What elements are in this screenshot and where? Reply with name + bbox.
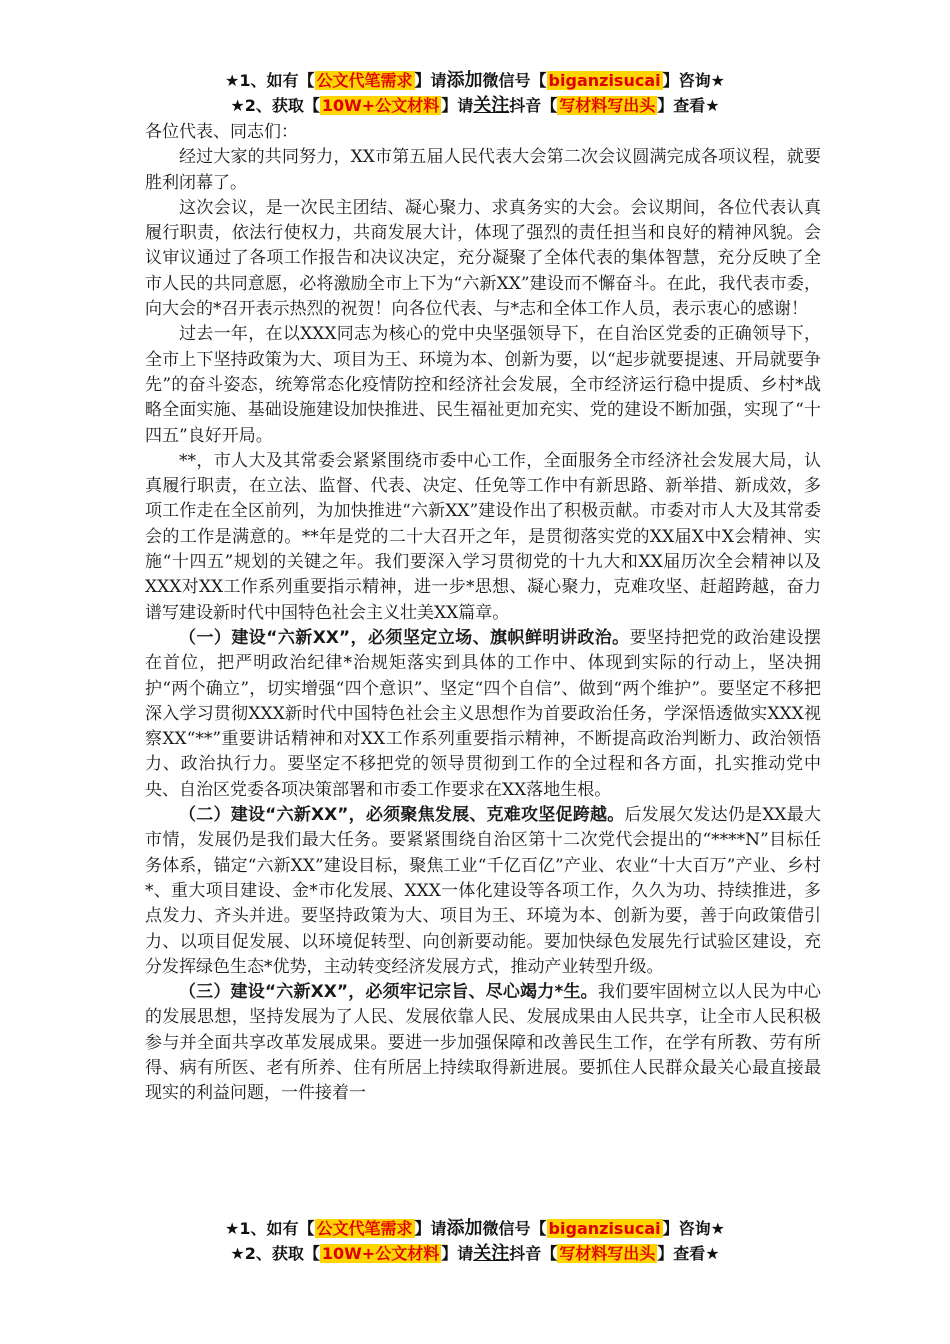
- promo-text: 】请: [414, 1219, 447, 1238]
- promo-line-wechat-bottom: [0, 1218, 950, 1240]
- wechat-id-highlight: biganzisucai: [548, 71, 661, 90]
- promo-line-douyin: [0, 95, 950, 117]
- promo-text: 】请: [441, 1244, 474, 1263]
- promo-text: 微信号【: [482, 71, 547, 90]
- promo-text: 】查看★: [657, 96, 720, 115]
- section-text: 我们要牢固树立以人民为中心的发展思想，坚持发展为了人民、发展依靠人民、发展成果由人民共享，让全市人民积极参与并全面共享改革发展成果。要进一步加强保障和改善民生工作，在学有所教、劳有所得、病有所医、老有所养、住有所居上持续取得新进展。要抓住人民群众最关心最直接最现实的利益问题，一件接着一: [145, 982, 822, 1104]
- paragraph-congress-work: **，市人大及其常委会紧紧围绕市委中心工作，全面服务全市经济社会发展大局，认真履行职责，在立法、监督、代表、决定、任免等工作中有新思路、新举措、新成效，多项工作走在全区前列，为加快推进“六新XX”建设作出了积极贡献。市委对市人大及其常委会的工作是满意的。**年是党的二十大召开之年，是贯彻落实党的XX届X中X会精神、实施“十四五”规划的关键之年。我们要深入学习贯彻党的十九大和XX届历次全会精神以及XXX对XX工作系列重要指示精神，进一步*思想、凝心聚力，克难攻坚、赶超跨越，奋力谱写建设新时代中国特色社会主义壮美XX篇章。: [145, 450, 821, 623]
- promo-text: 抖音【: [509, 1244, 558, 1263]
- section-heading: （三）建设“六新XX”，必须牢记宗旨、尽心竭力*生。: [179, 982, 598, 1003]
- promo-line-wechat: [0, 70, 950, 92]
- promo-emphasis: 添加: [446, 70, 483, 91]
- salutation: 各位代表、同志们：: [145, 122, 298, 142]
- promo-text: 】咨询★: [662, 71, 725, 90]
- section-text: 后发展欠发达仍是XX最大市情，发展仍是我们最大任务。要紧紧围绕自治区第十二次党代会提出的“****N”目标任务体系，锚定“六新XX”建设目标，聚焦工业“千亿百亿”产业、农业“十大百万”产业、乡村*、重大项目建设、金*市化发展、XXX一体化建设等各项工作，久久为功、持续推进，多点发力、齐头并进。要坚持政策为大、项目为王、环境为本、创新为要，善于向政策借引力、以项目促发展、以环境促转型、向创新要动能。要加快绿色发展先行试验区建设，充分发挥绿色生态*优势，主动转变经济发展方式，推动产业转型升级。: [145, 805, 821, 977]
- promo-text: 】查看★: [657, 1244, 720, 1263]
- promo-highlight: 10W+公文材料: [321, 96, 440, 115]
- section-text: 要坚持把党的政治建设摆在首位，把严明政治纪律*治规矩落实到具体的工作中、体现到实际的行动上，坚决拥护“两个确立”，切实增强“四个意识”、坚定“四个自信”、做到“两个维护”。要坚定不移把深入学习贯彻XXX新时代中国特色社会主义思想作为首要政治任务，学深悟透做实XXX视察XX“**”重要讲话精神和对XX工作系列重要指示精神，不断提高政治判断力、政治领悟力、政治执行力。要坚定不移把党的领导贯彻到工作的全过程和各方面，扎实推动党中央、自治区党委各项决策部署和市委工作要求在XX落地生根。: [145, 627, 822, 800]
- section-politics: [145, 626, 821, 803]
- douyin-account-highlight: 写材料写出头: [559, 1244, 656, 1263]
- promo-text: 】请: [441, 96, 474, 115]
- promo-text: 抖音【: [509, 96, 558, 115]
- promo-text: 】请: [414, 71, 447, 90]
- promo-text: 微信号【: [482, 1219, 547, 1238]
- promo-emphasis: 关注: [473, 1243, 510, 1264]
- promo-highlight: 公文代笔需求: [316, 1219, 413, 1238]
- section-heading: （一）建设“六新XX”，必须坚定立场、旗帜鲜明讲政治。: [179, 627, 630, 648]
- promo-text: ★2、获取【: [230, 96, 320, 115]
- section-development: [145, 803, 821, 980]
- promo-text: ★1、如有【: [225, 1219, 315, 1238]
- promo-text: 】咨询★: [662, 1219, 725, 1238]
- promo-text: ★1、如有【: [225, 71, 315, 90]
- paragraph-past-year: 过去一年，在以XXX同志为核心的党中央坚强领导下，在自治区党委的正确领导下，全市上下坚持政策为大、项目为王、环境为本、创新为要，以“起步就要提速、开局就要争先”的奋斗姿态，统筹常态化疫情防控和经济社会发展，全市经济运行稳中提质、乡村*战略全面实施、基础设施建设加快推进、民生福祉更加充实、党的建设不断加强，实现了“十四五”良好开局。: [145, 324, 821, 446]
- paragraph-meeting: 这次会议，是一次民主团结、凝心聚力、求真务实的大会。会议期间，各位代表认真履行职责，依法行使权力，共商发展大计，体现了强烈的责任担当和良好的精神风貌。会议审议通过了各项工作报告和决议决定，充分凝聚了全体代表的集体智慧，充分反映了全市人民的共同意愿，必将激励全市上下为“六新XX”建设而不懈奋斗。在此，我代表市委，向大会的*召开表示热烈的祝贺！向各位代表、与*志和全体工作人员，表示衷心的感谢！: [145, 197, 821, 320]
- section-livelihood: [145, 980, 821, 1106]
- promo-highlight: 10W+公文材料: [321, 1244, 440, 1263]
- promo-emphasis: 关注: [473, 95, 510, 116]
- document-body: [145, 120, 821, 1107]
- promo-emphasis: 添加: [446, 1218, 483, 1239]
- promo-highlight: 公文代笔需求: [316, 71, 413, 90]
- paragraph-closing: 经过大家的共同努力，XX市第五届人民代表大会第二次会议圆满完成各项议程，就要胜利闭幕了。: [145, 147, 821, 193]
- wechat-id-highlight: biganzisucai: [548, 1219, 661, 1238]
- section-heading: （二）建设“六新XX”，必须聚焦发展、克难攻坚促跨越。: [179, 805, 625, 826]
- promo-text: ★2、获取【: [230, 1244, 320, 1263]
- promo-line-douyin-bottom: [0, 1243, 950, 1265]
- douyin-account-highlight: 写材料写出头: [559, 96, 656, 115]
